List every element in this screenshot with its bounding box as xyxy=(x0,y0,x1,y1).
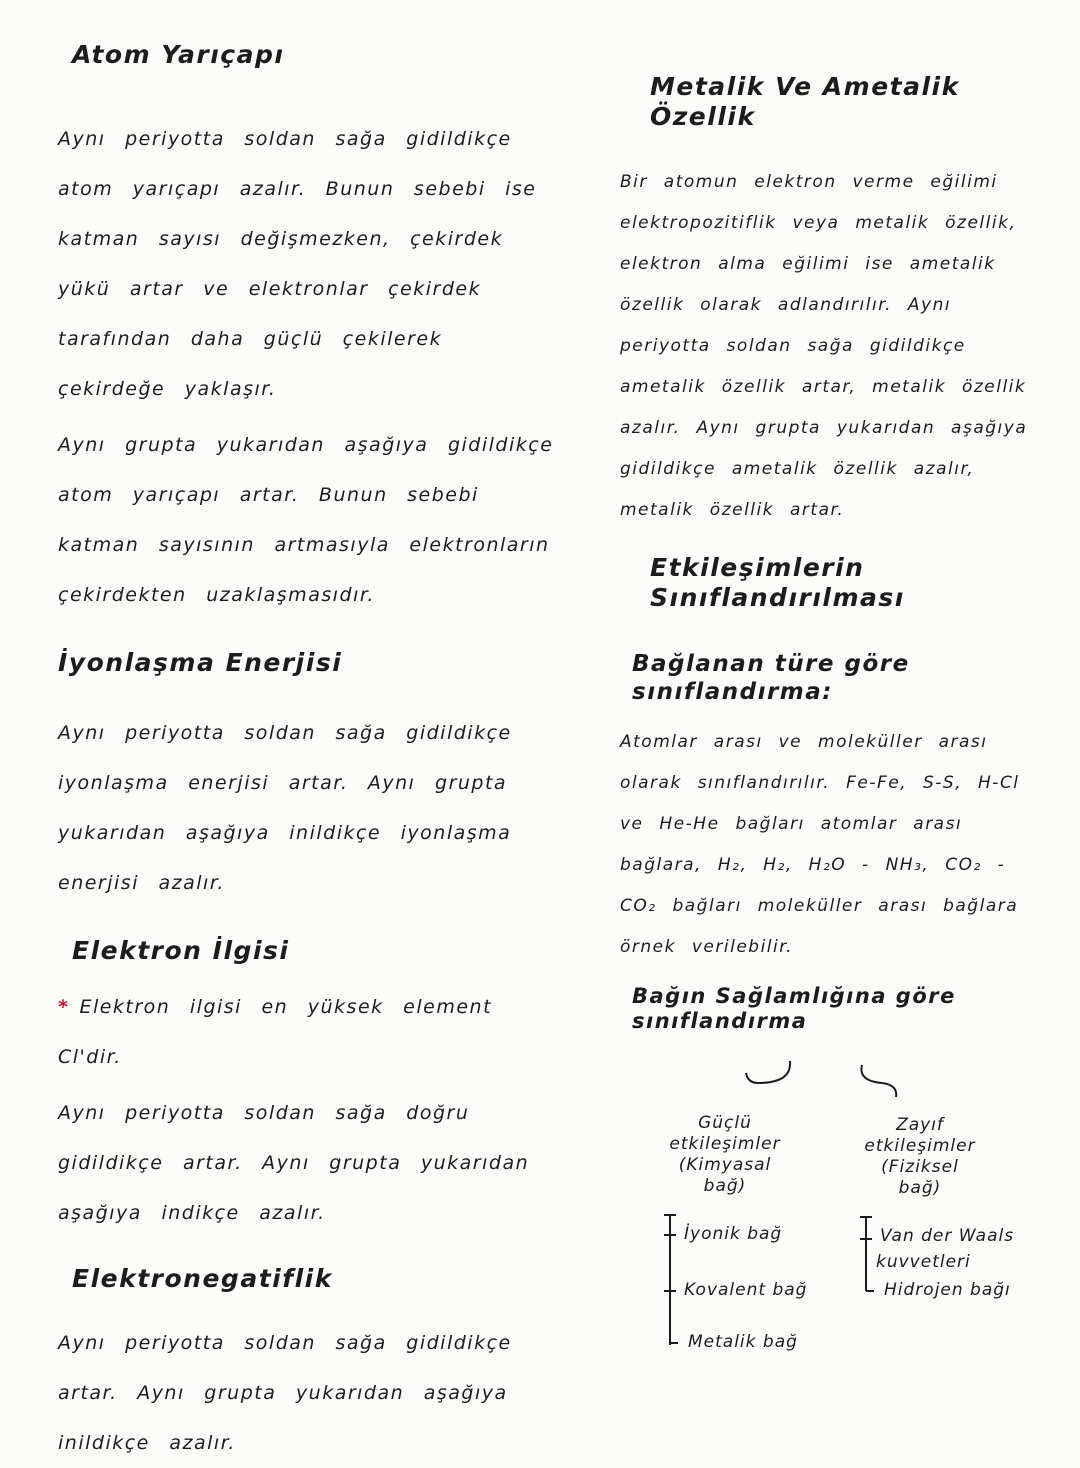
strong-item-metallic: Metalik bağ xyxy=(688,1331,798,1352)
heading-electronegativity: Elektronegatiflik xyxy=(72,1264,333,1293)
weak-line-3: (Fiziksel xyxy=(881,1156,959,1177)
atom-radius-paragraph-2: Aynı grupta yukarıdan aşağıya gidildikçe atom yarıçapı artar. Bunun sebebi katman sayısının artmasıyla elektronların çekirdekten uzaklaşmasıdır. xyxy=(58,434,554,606)
ionization-paragraph: Aynı periyotta soldan sağa gidildikçe iyonlaşma enerjisi artar. Aynı grupta yukarıdan aşağıya inildikçe iyonlaşma enerjisi azalır. xyxy=(58,722,512,894)
bond-strength-tree xyxy=(620,1045,1050,1365)
strong-line-2: etkileşimler xyxy=(669,1133,781,1154)
interactions-paragraph: Atomlar arası ve moleküller arası olarak sınıflandırılır. Fe-Fe, S-S, H-Cl ve He-He bağları atomlar arası bağlara, H₂, H₂, H₂O - NH₃, CO₂ - CO₂ bağları moleküller arası bağlara örnek verilebilir. xyxy=(620,732,1020,958)
metallic-paragraph: Bir atomun elektron verme eğilimi elektropozitiflik veya metalik özellik, elektron alma eğilimi ise ametalik özellik olarak adlandırılır. Aynı periyotta soldan sağa gidildikçe ametalik özellik artar, metalik özellik azalır. Aynı grupta yukarıdan aşağıya gidildikçe ametalik özellik azalır, metalik özellik artar. xyxy=(620,172,1028,520)
strong-line-3: (Kimyasal xyxy=(678,1154,772,1175)
heading-atom-radius: Atom Yarıçapı xyxy=(72,40,285,69)
section-atom-radius xyxy=(58,40,558,620)
section-interactions xyxy=(620,553,1050,1365)
weak-interactions-node xyxy=(855,1115,985,1199)
electron-affinity-note-text: Elektron ilgisi en yüksek element Cl'dir. xyxy=(58,996,493,1068)
tree-connector-lines xyxy=(620,1045,1050,1365)
star-icon: * xyxy=(58,996,70,1018)
subheading-by-bond-strength: Bağın Sağlamlığına göre sınıflandırma xyxy=(632,984,956,1034)
weak-line-2: etkileşimler xyxy=(864,1135,976,1156)
electron-affinity-note xyxy=(58,982,558,1082)
heading-metallic-property: Metalik Ve Ametalik Özellik xyxy=(650,72,960,131)
left-column xyxy=(58,40,558,1468)
electron-affinity-paragraph: Aynı periyotta soldan sağa doğru gidildikçe artar. Aynı grupta yukarıdan aşağıya indikçe azalır. xyxy=(58,1102,530,1224)
right-column xyxy=(620,72,1050,1365)
section-electronegativity xyxy=(58,1264,558,1468)
strong-line-4: bağ) xyxy=(703,1175,747,1196)
heading-electron-affinity: Elektron İlgisi xyxy=(72,936,290,965)
strong-interactions-node xyxy=(660,1113,790,1197)
weak-line-1: Zayıf xyxy=(896,1114,944,1135)
heading-interactions: Etkileşimlerin Sınıflandırılması xyxy=(650,553,905,612)
weak-item-van-der-waals: Van der Waals xyxy=(880,1225,1015,1246)
weak-item-hydrogen: Hidrojen bağı xyxy=(884,1279,1011,1300)
section-metallic-property xyxy=(620,72,1050,531)
strong-item-ionic: İyonik bağ xyxy=(684,1223,783,1244)
weak-line-4: bağ) xyxy=(898,1177,942,1198)
section-electron-affinity xyxy=(58,936,558,1238)
strong-item-covalent: Kovalent bağ xyxy=(684,1279,808,1300)
strong-line-1: Güçlü xyxy=(698,1112,752,1133)
heading-ionization-energy: İyonlaşma Enerjisi xyxy=(58,648,343,677)
weak-item-forces: kuvvetleri xyxy=(876,1251,971,1272)
atom-radius-paragraph-1: Aynı periyotta soldan sağa gidildikçe atom yarıçapı azalır. Bunun sebebi ise katman sayısı değişmezken, çekirdek yükü artar ve elektronlar çekirdek tarafından daha güçlü çekilerek çekirdeğe yaklaşır. xyxy=(58,128,537,400)
section-ionization-energy xyxy=(58,648,558,908)
subheading-by-bond-type: Bağlanan türe göre sınıflandırma: xyxy=(632,651,910,705)
electronegativity-paragraph: Aynı periyotta soldan sağa gidildikçe artar. Aynı grupta yukarıdan aşağıya inildikçe azalır. xyxy=(58,1332,512,1454)
